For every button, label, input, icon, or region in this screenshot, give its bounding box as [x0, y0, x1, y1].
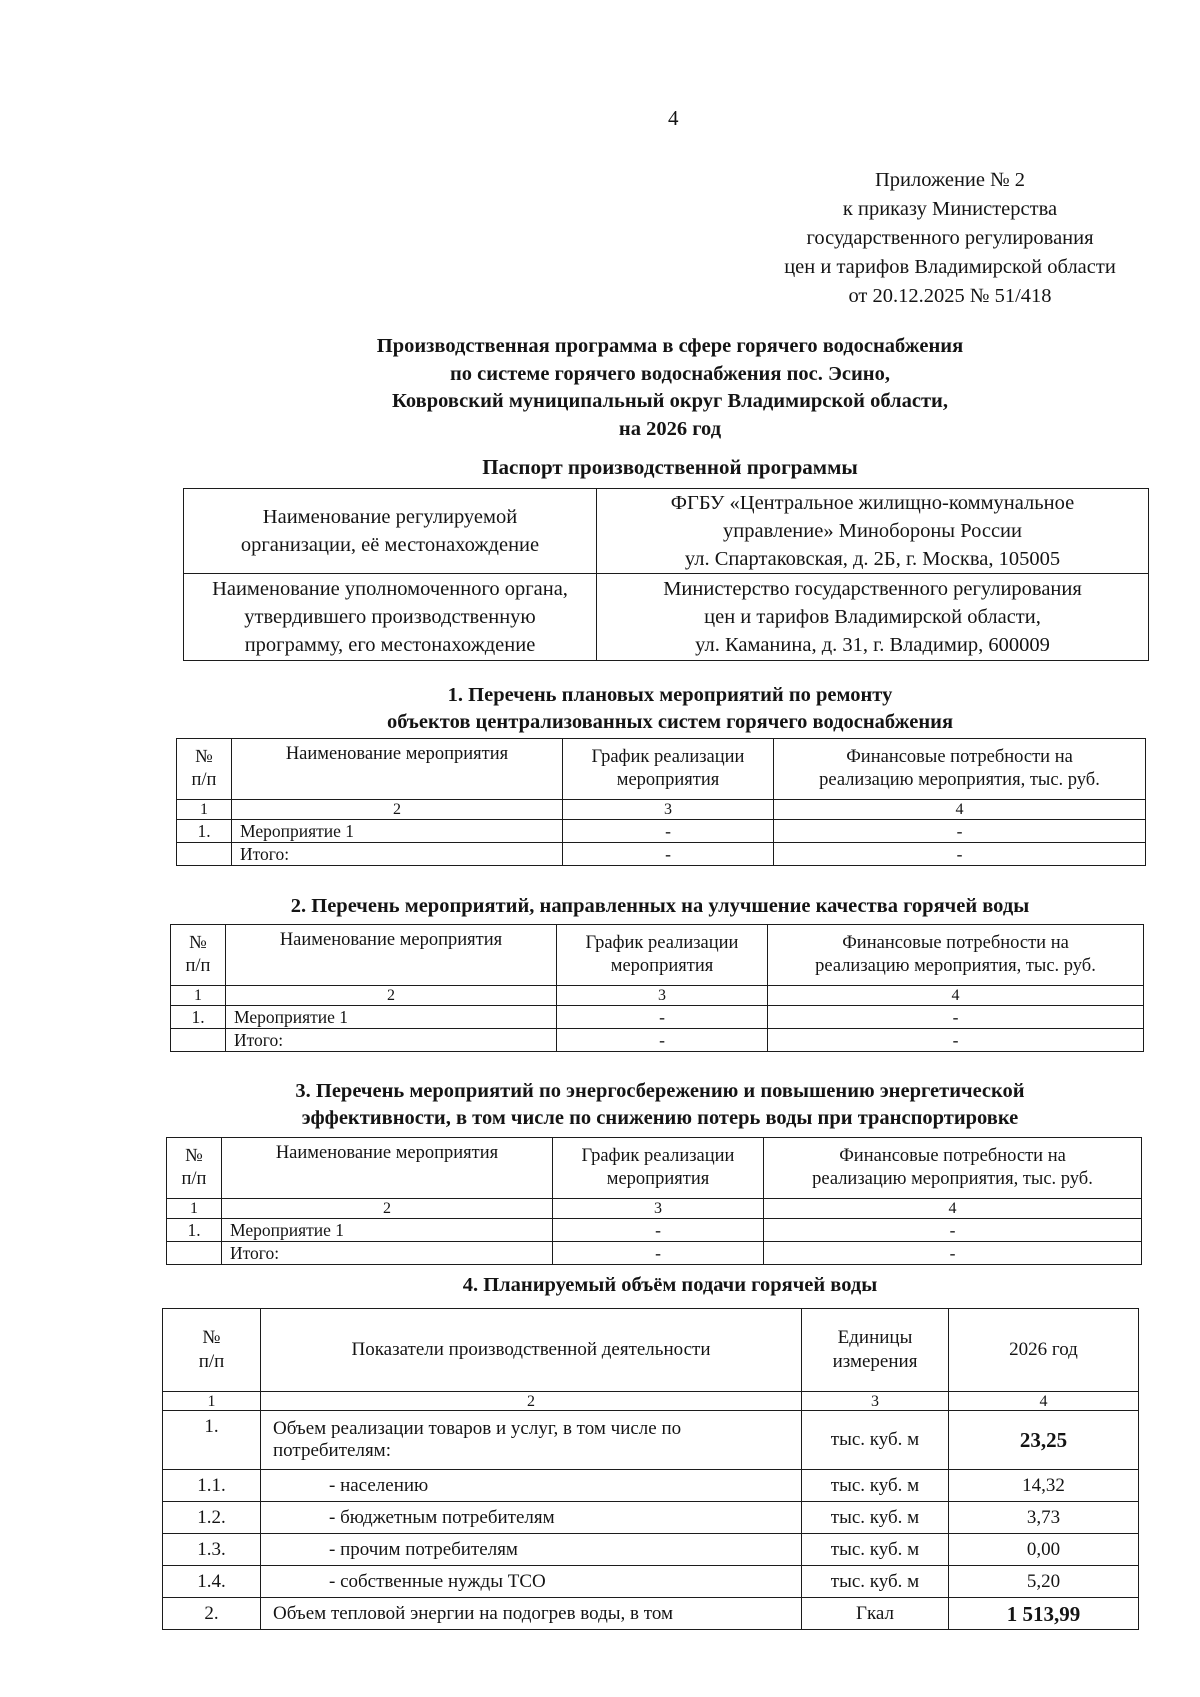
finance-value: -: [774, 820, 1146, 843]
section-1-title: [230, 682, 1110, 736]
indicator-name: Объем тепловой энергии на подогрев воды, в том: [261, 1598, 802, 1630]
appendix-line: государственного регулирования: [806, 227, 1094, 249]
text-line: реализацию мероприятия, тыс. руб.: [819, 770, 1100, 790]
col-index: 1: [167, 1199, 222, 1219]
col-year-header: 2026 год: [949, 1309, 1139, 1392]
col-schedule-header: [563, 739, 774, 800]
col-index: 1: [177, 800, 232, 820]
text-line: ФГБУ «Центральное жилищно-коммунальное: [670, 492, 1075, 514]
table-row: [163, 1502, 1139, 1534]
unit-value: тыс. куб. м: [802, 1470, 949, 1502]
text-line: Министерство государственного регулирования: [663, 578, 1082, 600]
year-value: 1 513,99: [949, 1598, 1139, 1630]
program-title-line: по системе горячего водоснабжения пос. Эсино,: [450, 362, 890, 385]
table-header-row: [177, 739, 1146, 800]
col-indicator-header: Показатели производственной деятельности: [261, 1309, 802, 1392]
appendix-line: Приложение № 2: [874, 169, 1026, 191]
passport-table: [183, 488, 1149, 661]
section-4-title: 4. Планируемый объём подачи горячей воды: [462, 1274, 878, 1296]
section-3-table: [166, 1137, 1142, 1265]
text-line: Финансовые потребности на: [842, 933, 1069, 953]
table-row: [171, 1006, 1144, 1029]
section-1-table: [176, 738, 1146, 866]
schedule-value: -: [557, 1006, 768, 1029]
col-index: 3: [563, 800, 774, 820]
text-line: ул. Каманина, д. 31, г. Владимир, 600009: [695, 634, 1050, 656]
unit-value: тыс. куб. м: [802, 1566, 949, 1598]
column-number-row: [177, 800, 1146, 820]
schedule-value: -: [553, 1242, 764, 1265]
finance-value: -: [764, 1242, 1142, 1265]
unit-value: тыс. куб. м: [802, 1411, 949, 1470]
text-line: №: [195, 747, 213, 767]
text-line: №: [185, 1146, 203, 1166]
table-header-row: [163, 1309, 1139, 1392]
row-number: 1.: [177, 820, 232, 843]
col-index: 1: [171, 986, 226, 1006]
col-index: 3: [553, 1199, 764, 1219]
volume-table: [162, 1308, 1139, 1630]
page-number: 4: [668, 106, 679, 130]
appendix-block: [740, 166, 1160, 311]
appendix-line: цен и тарифов Владимирской области: [784, 256, 1116, 278]
table-row: [177, 820, 1146, 843]
text-line: №: [189, 933, 207, 953]
table-row: [171, 1029, 1144, 1052]
text-line: п/п: [181, 1169, 207, 1189]
col-index: 4: [764, 1199, 1142, 1219]
row-number: 1.: [163, 1411, 261, 1470]
col-schedule-header: [557, 925, 768, 986]
col-number-header: [163, 1309, 261, 1392]
schedule-value: -: [563, 820, 774, 843]
col-number-header: [177, 739, 232, 800]
table-row: [163, 1470, 1139, 1502]
text-line: измерения: [832, 1351, 918, 1372]
table-row: [177, 843, 1146, 866]
text-line: Финансовые потребности на: [839, 1146, 1066, 1166]
col-index: 4: [768, 986, 1144, 1006]
col-index: 2: [232, 800, 563, 820]
text-line: Объем реализации товаров и услуг, в том числе по: [273, 1418, 682, 1439]
year-value: 5,20: [949, 1566, 1139, 1598]
measure-name: Мероприятие 1: [226, 1006, 557, 1029]
text-line: п/п: [191, 770, 217, 790]
row-number: 1.2.: [163, 1502, 261, 1534]
col-index: 3: [557, 986, 768, 1006]
indicator-name: - бюджетным потребителям: [261, 1502, 802, 1534]
col-unit-header: [802, 1309, 949, 1392]
col-index: 2: [226, 986, 557, 1006]
text-line: управление» Минобороны России: [723, 520, 1022, 542]
unit-value: тыс. куб. м: [802, 1534, 949, 1566]
text-line: реализацию мероприятия, тыс. руб.: [815, 956, 1096, 976]
text-line: График реализации: [585, 933, 739, 953]
indicator-name: - прочим потребителям: [261, 1534, 802, 1566]
col-index: 4: [949, 1392, 1139, 1411]
text-line: Финансовые потребности на: [846, 747, 1073, 767]
title-line: 1. Перечень плановых мероприятий по ремонту: [447, 684, 893, 706]
text-line: мероприятия: [616, 770, 720, 790]
col-index: 2: [222, 1199, 553, 1219]
program-title-line: на 2026 год: [618, 417, 722, 440]
col-finance-header: [764, 1138, 1142, 1199]
unit-value: Гкал: [802, 1598, 949, 1630]
indicator-name: - собственные нужды ТСО: [261, 1566, 802, 1598]
passport-label: [184, 574, 597, 661]
table-row: [163, 1411, 1139, 1470]
col-number-header: [167, 1138, 222, 1199]
text-line: организации, её местонахождение: [240, 534, 540, 556]
text-line: ул. Спартаковская, д. 2Б, г. Москва, 105005: [684, 548, 1061, 570]
row-number: 1.4.: [163, 1566, 261, 1598]
row-number: 1.3.: [163, 1534, 261, 1566]
year-value: 14,32: [949, 1470, 1139, 1502]
finance-value: -: [764, 1219, 1142, 1242]
text-line: Единицы: [837, 1327, 913, 1348]
table-row: [184, 574, 1149, 661]
finance-value: -: [768, 1006, 1144, 1029]
passport-value: [597, 574, 1149, 661]
row-number: 1.1.: [163, 1470, 261, 1502]
col-index: 3: [802, 1392, 949, 1411]
program-title-line: Ковровский муниципальный округ Владимирской области,: [392, 390, 948, 412]
column-number-row: [163, 1392, 1139, 1411]
text-line: График реализации: [581, 1146, 735, 1166]
title-line: 3. Перечень мероприятий по энергосбережению и повышению энергетической: [295, 1080, 1025, 1102]
table-row: [167, 1242, 1142, 1265]
col-schedule-header: [553, 1138, 764, 1199]
title-line: объектов централизованных систем горячего водоснабжения: [386, 711, 954, 733]
program-title: [230, 333, 1110, 443]
col-index: 4: [774, 800, 1146, 820]
column-number-row: [171, 986, 1144, 1006]
text-line: п/п: [185, 956, 211, 976]
text-line: Наименование уполномоченного органа,: [212, 578, 568, 600]
total-label: Итого:: [226, 1029, 557, 1052]
passport-value: [597, 489, 1149, 574]
text-line: цен и тарифов Владимирской области,: [704, 606, 1041, 628]
col-name-header: Наименование мероприятия: [222, 1138, 553, 1199]
schedule-value: -: [563, 843, 774, 866]
table-row: [163, 1566, 1139, 1598]
row-number: [167, 1242, 222, 1265]
text-line: реализацию мероприятия, тыс. руб.: [812, 1169, 1093, 1189]
finance-value: -: [768, 1029, 1144, 1052]
table-row: [163, 1534, 1139, 1566]
text-line: утвердившего производственную: [244, 606, 536, 628]
row-number: 1.: [167, 1219, 222, 1242]
col-finance-header: [774, 739, 1146, 800]
passport-label: [184, 489, 597, 574]
year-value: 3,73: [949, 1502, 1139, 1534]
total-label: Итого:: [222, 1242, 553, 1265]
col-name-header: Наименование мероприятия: [232, 739, 563, 800]
section-2-table: [170, 924, 1144, 1052]
text-line: потребителям:: [273, 1440, 391, 1461]
year-value: 23,25: [949, 1411, 1139, 1470]
text-line: График реализации: [591, 747, 745, 767]
row-number: 2.: [163, 1598, 261, 1630]
section-2-title: [200, 893, 1120, 920]
program-title-line: Производственная программа в сфере горячего водоснабжения: [376, 335, 964, 357]
text-line: п/п: [198, 1351, 225, 1372]
finance-value: -: [774, 843, 1146, 866]
table-row: [163, 1598, 1139, 1630]
schedule-value: -: [553, 1219, 764, 1242]
title-line: 2. Перечень мероприятий, направленных на улучшение качества горячей воды: [290, 895, 1030, 917]
unit-value: тыс. куб. м: [802, 1502, 949, 1534]
measure-name: Мероприятие 1: [232, 820, 563, 843]
col-name-header: Наименование мероприятия: [226, 925, 557, 986]
col-index: 1: [163, 1392, 261, 1411]
table-row: [184, 489, 1149, 574]
col-index: 2: [261, 1392, 802, 1411]
indicator-name: [261, 1411, 802, 1470]
table-row: [167, 1219, 1142, 1242]
row-number: [171, 1029, 226, 1052]
year-value: 0,00: [949, 1534, 1139, 1566]
text-line: мероприятия: [610, 956, 714, 976]
column-number-row: [167, 1199, 1142, 1219]
total-label: Итого:: [232, 843, 563, 866]
text-line: Наименование регулируемой: [262, 506, 518, 528]
section-3-title: [200, 1078, 1120, 1132]
row-number: [177, 843, 232, 866]
col-number-header: [171, 925, 226, 986]
measure-name: Мероприятие 1: [222, 1219, 553, 1242]
text-line: №: [202, 1327, 221, 1348]
col-finance-header: [768, 925, 1144, 986]
row-number: 1.: [171, 1006, 226, 1029]
table-header-row: [167, 1138, 1142, 1199]
text-line: мероприятия: [606, 1169, 710, 1189]
title-line: эффективности, в том числе по снижению потерь воды при транспортировке: [301, 1107, 1019, 1129]
table-header-row: [171, 925, 1144, 986]
indicator-name: - населению: [261, 1470, 802, 1502]
text-line: программу, его местонахождение: [244, 634, 536, 656]
schedule-value: -: [557, 1029, 768, 1052]
appendix-line: к приказу Министерства: [842, 198, 1058, 220]
passport-title: Паспорт производственной программы: [482, 455, 858, 479]
appendix-line: от 20.12.2025 № 51/418: [848, 285, 1052, 307]
